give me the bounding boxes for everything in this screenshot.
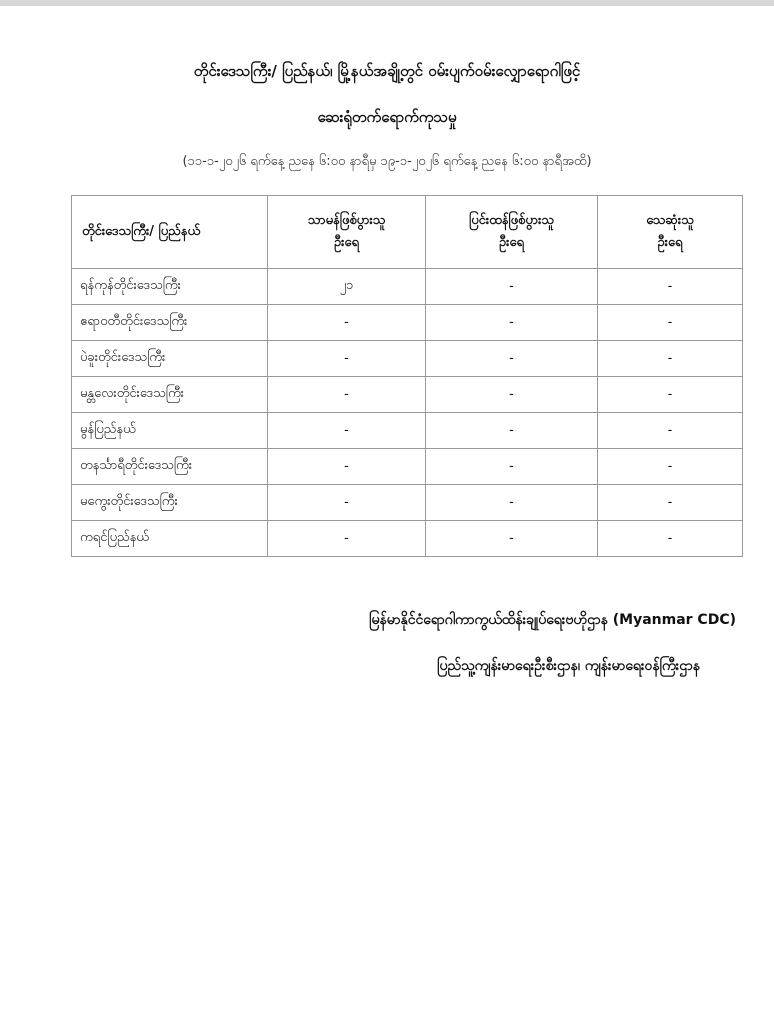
row-mild: - xyxy=(268,521,426,557)
row-region: တနင်္သာရီတိုင်းဒေသကြီး xyxy=(72,449,268,485)
row-deaths: - xyxy=(598,269,743,305)
row-deaths: - xyxy=(598,377,743,413)
row-region: ကရင်ပြည်နယ် xyxy=(72,521,268,557)
cases-table xyxy=(71,195,743,557)
row-mild: ၂၁ xyxy=(268,269,426,305)
row-severe: - xyxy=(426,485,598,521)
table-row xyxy=(72,341,743,377)
row-deaths: - xyxy=(598,485,743,521)
row-severe: - xyxy=(426,521,598,557)
header-deaths-line2: ဦးရေ xyxy=(657,235,683,250)
header-mild-line2: ဦးရေ xyxy=(333,235,360,250)
table-row xyxy=(72,269,743,305)
table-row xyxy=(72,449,743,485)
row-mild: - xyxy=(268,341,426,377)
header-severe-cases xyxy=(426,196,598,269)
header-mild-line1: သာမန်ဖြစ်ပွားသူ xyxy=(307,213,386,228)
table-row xyxy=(72,377,743,413)
header-severe-line1: ပြင်းထန်ဖြစ်ပွားသူ xyxy=(469,213,554,228)
row-deaths: - xyxy=(598,341,743,377)
row-severe: - xyxy=(426,305,598,341)
row-mild: - xyxy=(268,485,426,521)
row-mild: - xyxy=(268,305,426,341)
header-severe-line2: ဦးရေ xyxy=(498,235,525,250)
row-deaths: - xyxy=(598,305,743,341)
row-mild: - xyxy=(268,377,426,413)
row-region: မန္တလေးတိုင်းဒေသကြီး xyxy=(72,377,268,413)
header-region xyxy=(72,196,268,269)
row-region: ရန်ကုန်တိုင်းဒေသကြီး xyxy=(72,269,268,305)
row-severe: - xyxy=(426,413,598,449)
reporting-period: (၁၁-၁-၂၀၂၆ ရက်နေ့ ညနေ ၆:၀၀ နာရီမှ ၁၉-၁-၂၀၂၆ ရက်နေ့ ညနေ ၆:၀၀ နာရီအထိ) xyxy=(182,154,592,169)
row-region: မကွေးတိုင်းဒေသကြီး xyxy=(72,485,268,521)
footer-agency-line2: ပြည်သူ့ကျန်းမာရေးဦးစီးဌာန၊ ကျန်းမာရေးဝန်ကြီးဌာန xyxy=(437,658,700,674)
header-mild-cases xyxy=(268,196,426,269)
footer-agency-line1: မြန်မာနိုင်ငံရောဂါကာကွယ်ထိန်းချုပ်ရေးဗဟိုဌာန (Myanmar CDC) xyxy=(369,612,736,628)
table-row xyxy=(72,485,743,521)
row-mild: - xyxy=(268,413,426,449)
row-severe: - xyxy=(426,341,598,377)
table-row xyxy=(72,413,743,449)
row-region: ဧရာဝတီတိုင်းဒေသကြီး xyxy=(72,305,268,341)
row-deaths: - xyxy=(598,449,743,485)
document-title-line1: တိုင်းဒေသကြီး/ ပြည်နယ်၊ မြို့နယ်အချို့တွင် ဝမ်းပျက်ဝမ်းလျှောရောဂါဖြင့် xyxy=(193,62,581,80)
row-severe: - xyxy=(426,269,598,305)
row-severe: - xyxy=(426,377,598,413)
table-row xyxy=(72,305,743,341)
row-region: မွန်ပြည်နယ် xyxy=(72,413,268,449)
table-row xyxy=(72,521,743,557)
header-region-label: တိုင်းဒေသကြီး/ ပြည်နယ် xyxy=(82,224,201,239)
row-deaths: - xyxy=(598,521,743,557)
header-deaths xyxy=(598,196,743,269)
document-title-line2: ဆေးရုံတက်ရောက်ကုသမှု xyxy=(317,108,457,126)
row-region: ပဲခူးတိုင်းဒေသကြီး xyxy=(72,341,268,377)
table-header-row xyxy=(72,196,743,269)
header-deaths-line1: သေဆုံးသူ xyxy=(646,213,694,228)
row-mild: - xyxy=(268,449,426,485)
row-deaths: - xyxy=(598,413,743,449)
row-severe: - xyxy=(426,449,598,485)
